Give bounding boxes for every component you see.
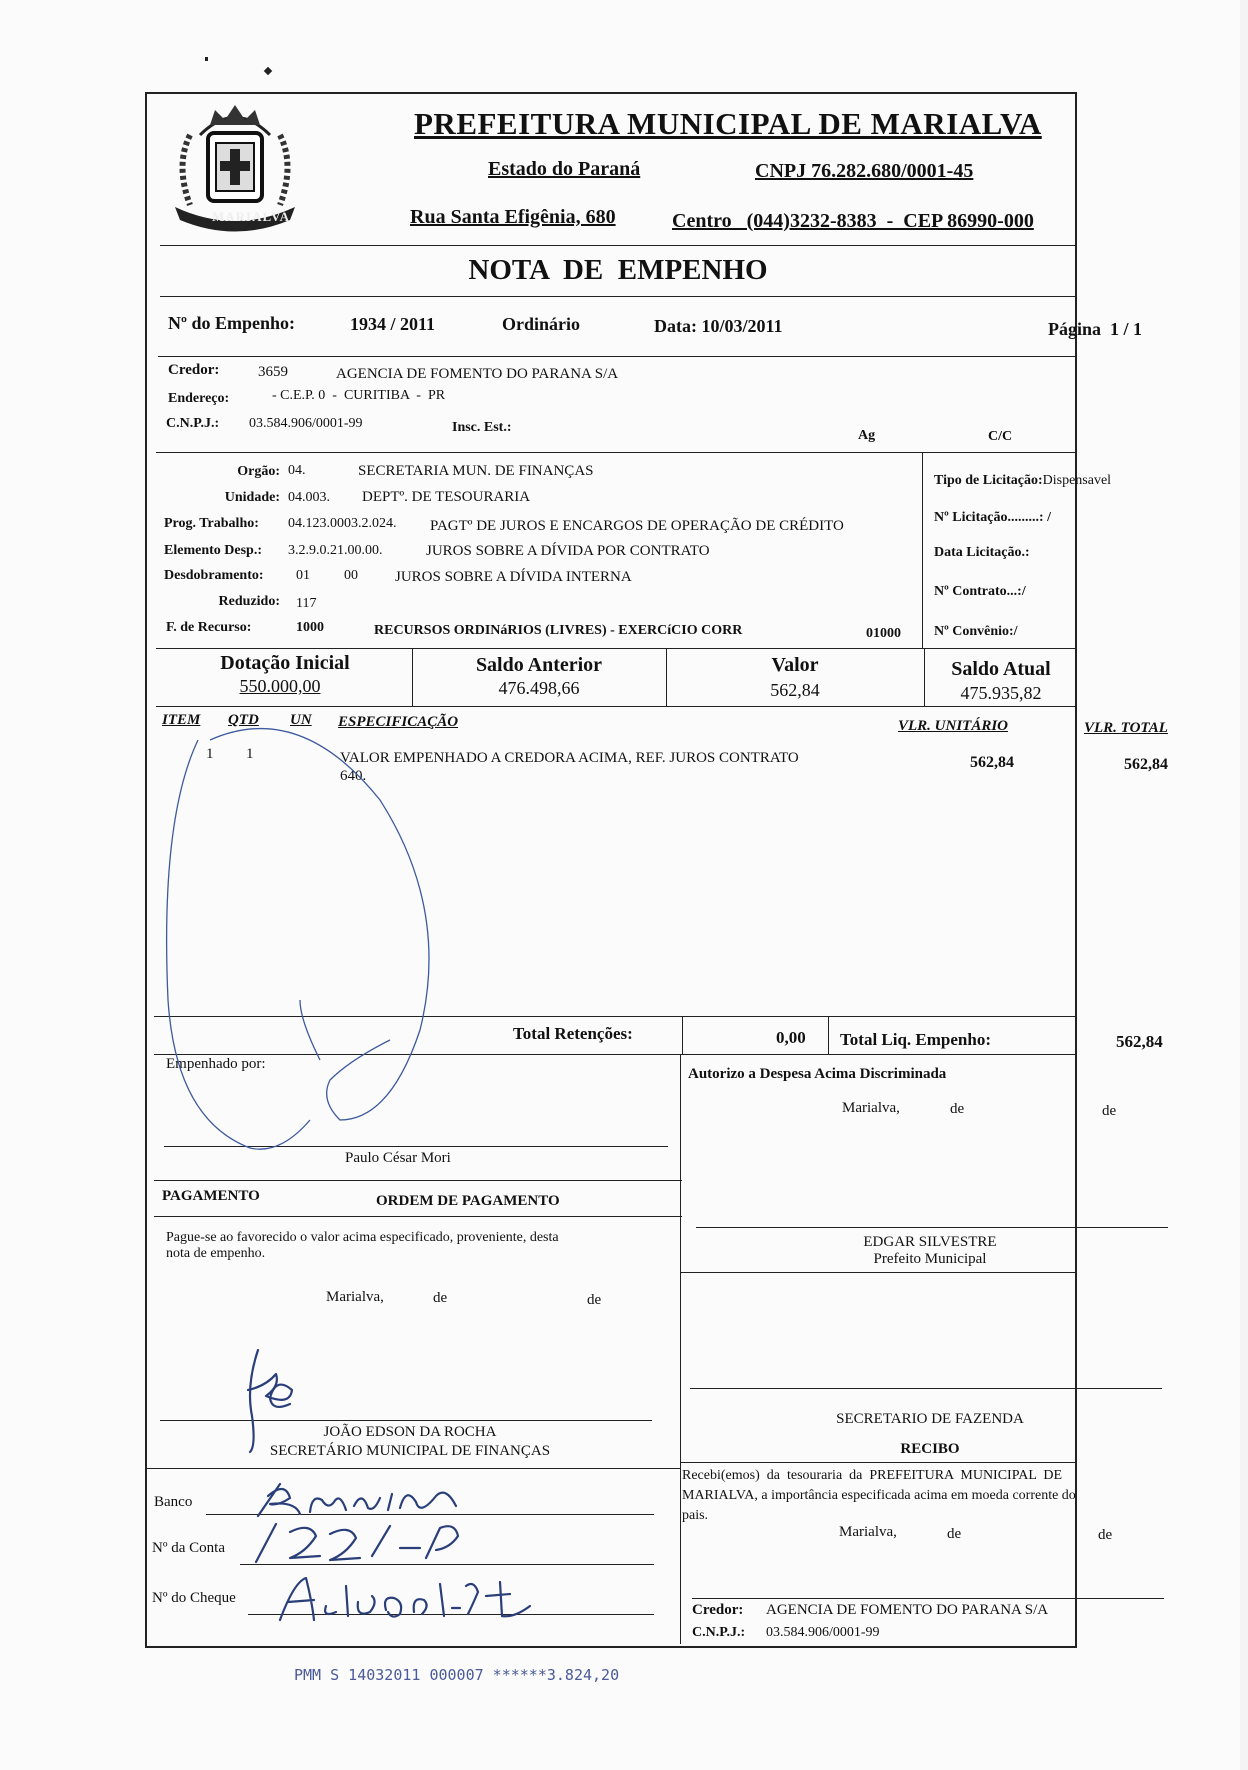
banco-label: Banco: [154, 1494, 193, 1510]
pagamento-city: Marialva,: [326, 1289, 384, 1305]
divider: [160, 296, 1076, 297]
divider: [666, 648, 667, 706]
secretario-financas-name: JOÃO EDSON DA ROCHA: [323, 1424, 497, 1440]
divider: [156, 452, 1076, 453]
orgao-name: SECRETARIA MUN. DE FINANÇAS: [358, 463, 594, 479]
divider: [154, 1180, 682, 1181]
divider: [680, 1054, 681, 1644]
credor-name: AGENCIA DE FOMENTO DO PARANA S/A: [336, 366, 619, 382]
prog-name: PAGTº DE JUROS E ENCARGOS DE OPERAÇÃO DE CRÉDITO: [430, 518, 844, 534]
empenho-type: Ordinário: [502, 314, 581, 334]
prog-label: Prog. Trabalho:: [164, 516, 259, 531]
convenio-number: Nº Convênio:/: [934, 624, 1018, 639]
scan-mark: [205, 57, 208, 61]
divider: [828, 1016, 829, 1054]
contrato-number: Nº Contrato...:/: [934, 584, 1026, 599]
autorizo-label: Autorizo a Despesa Acima Discriminada: [688, 1066, 947, 1082]
pagamento-text-line1: Pague-se ao favorecido o valor acima especificado, proveniente, desta: [166, 1230, 559, 1245]
elemento-name: JUROS SOBRE A DÍVIDA POR CONTRATO: [426, 543, 710, 559]
autorizo-city: Marialva,: [842, 1100, 900, 1116]
credor-cnpj: 03.584.906/0001-99: [249, 416, 363, 431]
recibo-text-line3: pais.: [682, 1508, 709, 1523]
recibo-de1: de: [947, 1526, 962, 1542]
recibo-text-line1: Recebi(emos) da tesouraria da PREFEITURA MUNICIPAL DE: [682, 1468, 1063, 1483]
recurso-code2: 01000: [866, 626, 901, 641]
signature-line: [696, 1227, 1168, 1228]
signature-line: [690, 1388, 1162, 1389]
desdobramento-name: JUROS SOBRE A DÍVIDA INTERNA: [395, 569, 632, 585]
prefeito-role: Prefeito Municipal: [873, 1251, 987, 1267]
elemento-label: Elemento Desp.:: [164, 543, 262, 558]
desdobramento-code1: 01: [296, 568, 310, 583]
saldo-atual-value: 475.935,82: [960, 683, 1042, 703]
autorizo-de2: de: [1102, 1103, 1117, 1119]
pagamento-de1: de: [433, 1290, 448, 1306]
saldo-anterior-value: 476.498,66: [498, 678, 580, 698]
recibo-text-line2: MARIALVA, a importância especificada acima em moeda corrente do: [682, 1488, 1076, 1503]
recibo-de2: de: [1098, 1527, 1113, 1543]
divider: [158, 356, 1076, 357]
reduzido-value: 117: [296, 596, 317, 611]
bank-stamp: PMM S 14032011 000007 ******3.824,20: [294, 1666, 620, 1684]
conta-label: Nº da Conta: [152, 1540, 225, 1556]
empenhado-por-name: Paulo César Mori: [345, 1150, 451, 1166]
total-retencoes-label: Total Retenções:: [513, 1024, 633, 1043]
saldo-anterior-label: Saldo Anterior: [475, 654, 603, 676]
empenho-number-label: Nº do Empenho:: [168, 313, 295, 333]
divider: [412, 648, 413, 706]
tipo-licitacao-value: Dispensavel: [1042, 473, 1112, 488]
secretario-fazenda-role: SECRETARIO DE FAZENDA: [836, 1411, 1024, 1427]
doc-title: NOTA DE EMPENHO: [468, 254, 768, 286]
divider: [146, 1468, 680, 1469]
signature-line: [160, 1420, 652, 1421]
header-cnpj: CNPJ 76.282.680/0001-45: [755, 160, 974, 182]
empenho-page: Página 1 / 1: [1048, 319, 1143, 339]
endereco-label: Endereço:: [168, 391, 230, 406]
conta-handwriting: [250, 1518, 480, 1568]
credor-code: 3659: [258, 364, 288, 380]
header-street: Rua Santa Efigênia, 680: [410, 206, 616, 228]
recurso-name: RECURSOS ORDINáRIOS (LIVRES) - EXERCíCIO CORR: [374, 623, 743, 638]
recibo-city: Marialva,: [839, 1524, 897, 1540]
unidade-label: Unidade:: [224, 490, 280, 505]
total-liquido-label: Total Liq. Empenho:: [840, 1030, 991, 1049]
col-header-especificacao: ESPECIFICAÇÃO: [338, 714, 459, 730]
valor-label: Valor: [771, 654, 819, 676]
licitacao-number: Nº Licitação.........: /: [934, 510, 1051, 525]
ag-label: Ag: [858, 428, 876, 443]
col-header-qtd: QTD: [228, 712, 259, 728]
desdobramento-label: Desdobramento:: [164, 568, 264, 583]
licitacao-date: Data Licitação.:: [934, 545, 1030, 560]
elemento-code: 3.2.9.0.21.00.00.: [288, 543, 383, 558]
insc-est-label: Insc. Est.:: [452, 420, 512, 435]
recibo-credor-label: Credor:: [692, 1602, 744, 1618]
divider: [160, 245, 1076, 246]
tipo-licitacao-label: [934, 473, 1111, 489]
col-header-vlr-total: VLR. TOTAL: [1084, 720, 1168, 736]
header-state: Estado do Paraná: [488, 158, 641, 180]
recurso-label: F. de Recurso:: [166, 620, 252, 635]
cheque-handwriting: [274, 1572, 564, 1628]
unidade-name: DEPTº. DE TESOURARIA: [362, 489, 531, 505]
recurso-code: 1000: [296, 620, 324, 635]
pagamento-label: PAGAMENTO: [162, 1188, 260, 1204]
recibo-credor-name: AGENCIA DE FOMENTO DO PARANA S/A: [766, 1602, 1049, 1618]
recibo-cnpj-label: C.N.P.J.:: [692, 1625, 746, 1640]
saldo-atual-label: Saldo Atual: [951, 658, 1051, 680]
pagamento-text-line2: nota de empenho.: [166, 1246, 266, 1261]
item-total-value: 562,84: [1124, 756, 1168, 773]
financas-signature: [236, 1346, 316, 1456]
recibo-cnpj: 03.584.906/0001-99: [766, 1625, 880, 1640]
autorizo-de1: de: [950, 1101, 965, 1117]
empenho-number: 1934 / 2011: [350, 314, 436, 334]
valor-value: 562,84: [770, 680, 820, 700]
empenho-date: Data: 10/03/2011: [654, 316, 783, 336]
item-unit-value: 562,84: [970, 754, 1014, 771]
unidade-code: 04.003.: [288, 490, 330, 505]
dotacao-inicial-value: 550.000,00: [239, 676, 321, 696]
col-header-item: ITEM: [162, 712, 201, 728]
col-header-vlr-unitario: VLR. UNITÁRIO: [898, 718, 1009, 734]
endereco-value: - C.E.P. 0 - CURITIBA - PR: [272, 388, 446, 403]
prefeito-name: EDGAR SILVESTRE: [863, 1234, 997, 1250]
divider: [682, 1016, 683, 1054]
credor-label: Credor:: [168, 362, 220, 378]
item-spec-line1: VALOR EMPENHADO A CREDORA ACIMA, REF. JUROS CONTRATO: [340, 750, 799, 766]
cc-label: C/C: [988, 429, 1013, 444]
item-number: 1: [206, 746, 214, 762]
pen-loop-signature: [150, 700, 490, 1160]
recibo-title: RECIBO: [900, 1441, 960, 1457]
col-header-un: UN: [290, 712, 312, 728]
secretario-financas-role: SECRETÁRIO MUNICIPAL DE FINANÇAS: [269, 1443, 551, 1459]
cheque-label: Nº do Cheque: [152, 1590, 236, 1606]
ordem-pagamento-label: ORDEM DE PAGAMENTO: [376, 1193, 560, 1209]
tipo-licitacao-text: Tipo de Licitação:: [934, 473, 1043, 488]
orgao-label: Orgão:: [237, 464, 280, 479]
empenhado-por-label: Empenhado por:: [166, 1056, 266, 1072]
scan-mark: [264, 67, 272, 75]
reduzido-label: Reduzido:: [218, 594, 280, 609]
pagamento-de2: de: [587, 1292, 602, 1308]
total-retencoes-value: 0,00: [776, 1028, 806, 1047]
prog-code: 04.123.0003.2.024.: [288, 516, 397, 531]
orgao-code: 04.: [288, 463, 306, 478]
divider: [154, 1216, 682, 1217]
credor-cnpj-label: C.N.P.J.:: [166, 416, 220, 431]
header-address: Centro (044)3232-8383 - CEP 86990-000: [672, 210, 1034, 232]
divider: [156, 648, 1076, 649]
divider: [692, 1598, 1164, 1599]
divider: [680, 1462, 1076, 1463]
item-spec-line2: 640.: [340, 768, 367, 784]
header-title: PREFEITURA MUNICIPAL DE MARIALVA: [414, 106, 1042, 141]
divider: [924, 648, 925, 706]
divider: [680, 1272, 1076, 1273]
total-liquido-value: 562,84: [1116, 1032, 1163, 1051]
item-qtd: 1: [246, 746, 254, 762]
dotacao-inicial-label: Dotação Inicial: [220, 652, 350, 674]
desdobramento-code2: 00: [344, 568, 358, 583]
coat-of-arms-text: MARIALVA: [212, 209, 291, 224]
divider: [922, 452, 923, 648]
